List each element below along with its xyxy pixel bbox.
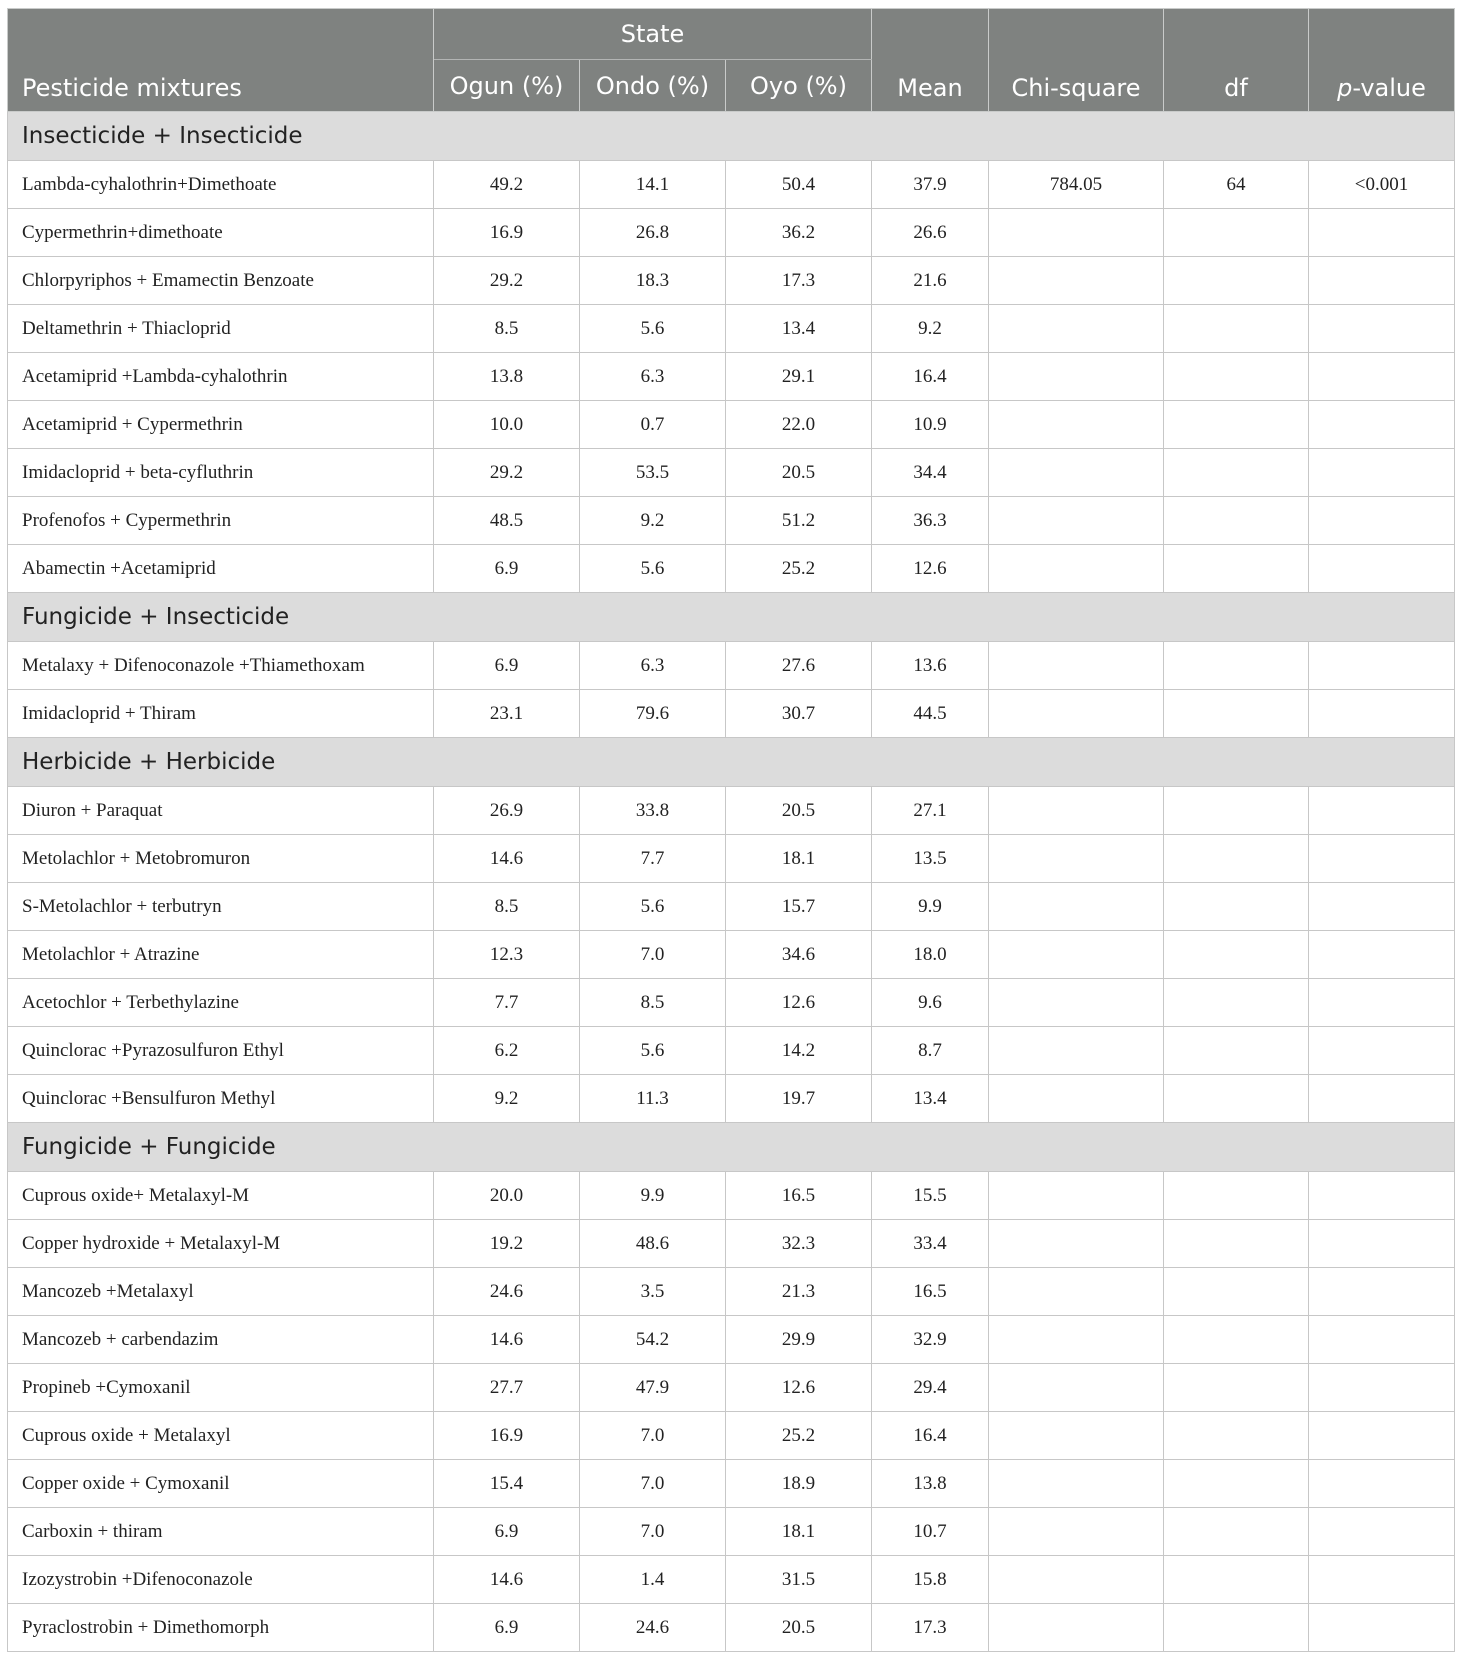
cell-df bbox=[1164, 883, 1309, 931]
cell-p-value bbox=[1309, 931, 1455, 979]
cell-mixture-name: Diuron + Paraquat bbox=[8, 787, 434, 835]
cell-p-value bbox=[1309, 835, 1455, 883]
cell-mean: 15.8 bbox=[872, 1556, 989, 1604]
cell-ondo: 5.6 bbox=[580, 1027, 726, 1075]
cell-mean: 13.6 bbox=[872, 642, 989, 690]
header-p-italic: p bbox=[1337, 74, 1353, 102]
cell-df: 64 bbox=[1164, 161, 1309, 209]
table-row bbox=[8, 449, 1455, 497]
cell-df bbox=[1164, 690, 1309, 738]
cell-ondo: 7.0 bbox=[580, 1508, 726, 1556]
cell-chi-square bbox=[989, 1027, 1164, 1075]
table-row bbox=[8, 545, 1455, 593]
cell-mixture-name: Mancozeb +Metalaxyl bbox=[8, 1268, 434, 1316]
cell-chi-square bbox=[989, 1316, 1164, 1364]
cell-mean: 44.5 bbox=[872, 690, 989, 738]
cell-mixture-name: Propineb +Cymoxanil bbox=[8, 1364, 434, 1412]
cell-mean: 10.9 bbox=[872, 401, 989, 449]
cell-df bbox=[1164, 979, 1309, 1027]
cell-ogun: 8.5 bbox=[434, 883, 580, 931]
cell-chi-square bbox=[989, 257, 1164, 305]
cell-chi-square bbox=[989, 642, 1164, 690]
cell-chi-square bbox=[989, 1460, 1164, 1508]
cell-oyo: 27.6 bbox=[726, 642, 872, 690]
cell-ondo: 33.8 bbox=[580, 787, 726, 835]
cell-p-value bbox=[1309, 1172, 1455, 1220]
cell-mixture-name: Copper hydroxide + Metalaxyl-M bbox=[8, 1220, 434, 1268]
cell-chi-square bbox=[989, 979, 1164, 1027]
cell-mean: 26.6 bbox=[872, 209, 989, 257]
table-row bbox=[8, 1220, 1455, 1268]
cell-ogun: 7.7 bbox=[434, 979, 580, 1027]
cell-mixture-name: Izozystrobin +Difenoconazole bbox=[8, 1556, 434, 1604]
cell-mean: 27.1 bbox=[872, 787, 989, 835]
table-row bbox=[8, 161, 1455, 209]
cell-ogun: 14.6 bbox=[434, 1556, 580, 1604]
cell-mean: 9.9 bbox=[872, 883, 989, 931]
cell-chi-square bbox=[989, 690, 1164, 738]
cell-df bbox=[1164, 257, 1309, 305]
cell-ogun: 14.6 bbox=[434, 1316, 580, 1364]
cell-chi-square bbox=[989, 931, 1164, 979]
cell-mixture-name: Cuprous oxide + Metalaxyl bbox=[8, 1412, 434, 1460]
group-row bbox=[8, 738, 1455, 787]
cell-mixture-name: Cuprous oxide+ Metalaxyl-M bbox=[8, 1172, 434, 1220]
cell-df bbox=[1164, 545, 1309, 593]
cell-ondo: 26.8 bbox=[580, 209, 726, 257]
cell-chi-square: 784.05 bbox=[989, 161, 1164, 209]
cell-ogun: 29.2 bbox=[434, 449, 580, 497]
cell-mixture-name: Metalaxy + Difenoconazole +Thiamethoxam bbox=[8, 642, 434, 690]
cell-p-value bbox=[1309, 545, 1455, 593]
cell-oyo: 18.9 bbox=[726, 1460, 872, 1508]
cell-ondo: 9.2 bbox=[580, 497, 726, 545]
cell-mean: 10.7 bbox=[872, 1508, 989, 1556]
cell-oyo: 18.1 bbox=[726, 835, 872, 883]
table-row bbox=[8, 931, 1455, 979]
cell-chi-square bbox=[989, 1556, 1164, 1604]
cell-ondo: 24.6 bbox=[580, 1604, 726, 1652]
cell-df bbox=[1164, 1508, 1309, 1556]
cell-df bbox=[1164, 1075, 1309, 1123]
cell-p-value bbox=[1309, 1604, 1455, 1652]
cell-mixture-name: Acetochlor + Terbethylazine bbox=[8, 979, 434, 1027]
cell-mixture-name: Cypermethrin+dimethoate bbox=[8, 209, 434, 257]
cell-p-value bbox=[1309, 209, 1455, 257]
cell-mean: 36.3 bbox=[872, 497, 989, 545]
cell-oyo: 22.0 bbox=[726, 401, 872, 449]
cell-df bbox=[1164, 497, 1309, 545]
cell-mixture-name: Mancozeb + carbendazim bbox=[8, 1316, 434, 1364]
cell-ondo: 79.6 bbox=[580, 690, 726, 738]
table-row bbox=[8, 1172, 1455, 1220]
cell-oyo: 30.7 bbox=[726, 690, 872, 738]
cell-p-value bbox=[1309, 1364, 1455, 1412]
cell-p-value bbox=[1309, 1027, 1455, 1075]
cell-chi-square bbox=[989, 545, 1164, 593]
cell-oyo: 32.3 bbox=[726, 1220, 872, 1268]
cell-mean: 34.4 bbox=[872, 449, 989, 497]
cell-ondo: 7.0 bbox=[580, 1412, 726, 1460]
table-row bbox=[8, 1556, 1455, 1604]
cell-mixture-name: Lambda-cyhalothrin+Dimethoate bbox=[8, 161, 434, 209]
cell-p-value bbox=[1309, 690, 1455, 738]
cell-oyo: 31.5 bbox=[726, 1556, 872, 1604]
cell-ogun: 6.9 bbox=[434, 1508, 580, 1556]
cell-df bbox=[1164, 353, 1309, 401]
table-row bbox=[8, 1412, 1455, 1460]
cell-mean: 32.9 bbox=[872, 1316, 989, 1364]
cell-df bbox=[1164, 449, 1309, 497]
cell-df bbox=[1164, 931, 1309, 979]
cell-mixture-name: Metolachlor + Metobromuron bbox=[8, 835, 434, 883]
cell-df bbox=[1164, 305, 1309, 353]
table-container bbox=[7, 8, 1454, 1652]
cell-df bbox=[1164, 1364, 1309, 1412]
cell-p-value bbox=[1309, 257, 1455, 305]
cell-mixture-name: Quinclorac +Pyrazosulfuron Ethyl bbox=[8, 1027, 434, 1075]
cell-oyo: 17.3 bbox=[726, 257, 872, 305]
cell-mixture-name: Copper oxide + Cymoxanil bbox=[8, 1460, 434, 1508]
cell-ondo: 6.3 bbox=[580, 353, 726, 401]
cell-df bbox=[1164, 1460, 1309, 1508]
group-title: Fungicide + Insecticide bbox=[8, 593, 1455, 642]
table-row bbox=[8, 979, 1455, 1027]
header-state: State bbox=[434, 9, 872, 60]
cell-ogun: 9.2 bbox=[434, 1075, 580, 1123]
cell-ogun: 29.2 bbox=[434, 257, 580, 305]
cell-df bbox=[1164, 209, 1309, 257]
cell-p-value bbox=[1309, 401, 1455, 449]
pesticide-table bbox=[7, 8, 1455, 1652]
cell-ogun: 19.2 bbox=[434, 1220, 580, 1268]
cell-p-value bbox=[1309, 497, 1455, 545]
group-title: Fungicide + Fungicide bbox=[8, 1123, 1455, 1172]
cell-df bbox=[1164, 1316, 1309, 1364]
cell-ondo: 8.5 bbox=[580, 979, 726, 1027]
cell-ogun: 13.8 bbox=[434, 353, 580, 401]
cell-df bbox=[1164, 1604, 1309, 1652]
table-row bbox=[8, 1508, 1455, 1556]
cell-mixture-name: Acetamiprid +Lambda-cyhalothrin bbox=[8, 353, 434, 401]
cell-oyo: 34.6 bbox=[726, 931, 872, 979]
cell-ogun: 23.1 bbox=[434, 690, 580, 738]
cell-mixture-name: Imidacloprid + beta-cyfluthrin bbox=[8, 449, 434, 497]
cell-oyo: 29.1 bbox=[726, 353, 872, 401]
cell-ondo: 48.6 bbox=[580, 1220, 726, 1268]
cell-mean: 33.4 bbox=[872, 1220, 989, 1268]
cell-chi-square bbox=[989, 1604, 1164, 1652]
cell-df bbox=[1164, 787, 1309, 835]
cell-mean: 13.4 bbox=[872, 1075, 989, 1123]
cell-ondo: 5.6 bbox=[580, 545, 726, 593]
cell-mean: 17.3 bbox=[872, 1604, 989, 1652]
cell-ogun: 20.0 bbox=[434, 1172, 580, 1220]
cell-p-value bbox=[1309, 1556, 1455, 1604]
cell-mixture-name: Quinclorac +Bensulfuron Methyl bbox=[8, 1075, 434, 1123]
table-row bbox=[8, 401, 1455, 449]
table-row bbox=[8, 305, 1455, 353]
cell-p-value bbox=[1309, 1075, 1455, 1123]
cell-mean: 13.8 bbox=[872, 1460, 989, 1508]
cell-chi-square bbox=[989, 787, 1164, 835]
header-ogun: Ogun (%) bbox=[434, 60, 580, 112]
cell-df bbox=[1164, 1412, 1309, 1460]
cell-oyo: 12.6 bbox=[726, 1364, 872, 1412]
cell-ondo: 3.5 bbox=[580, 1268, 726, 1316]
cell-p-value bbox=[1309, 1268, 1455, 1316]
cell-ogun: 26.9 bbox=[434, 787, 580, 835]
cell-mean: 13.5 bbox=[872, 835, 989, 883]
cell-ondo: 6.3 bbox=[580, 642, 726, 690]
cell-ondo: 14.1 bbox=[580, 161, 726, 209]
cell-ogun: 12.3 bbox=[434, 931, 580, 979]
cell-chi-square bbox=[989, 1172, 1164, 1220]
table-row bbox=[8, 1460, 1455, 1508]
cell-chi-square bbox=[989, 883, 1164, 931]
cell-ondo: 7.0 bbox=[580, 1460, 726, 1508]
header-df: df bbox=[1164, 9, 1309, 112]
cell-ondo: 54.2 bbox=[580, 1316, 726, 1364]
header-oyo: Oyo (%) bbox=[726, 60, 872, 112]
table-row bbox=[8, 787, 1455, 835]
cell-ogun: 6.9 bbox=[434, 545, 580, 593]
cell-ondo: 7.7 bbox=[580, 835, 726, 883]
cell-chi-square bbox=[989, 353, 1164, 401]
cell-oyo: 20.5 bbox=[726, 1604, 872, 1652]
cell-ogun: 49.2 bbox=[434, 161, 580, 209]
group-title: Herbicide + Herbicide bbox=[8, 738, 1455, 787]
cell-chi-square bbox=[989, 209, 1164, 257]
cell-oyo: 13.4 bbox=[726, 305, 872, 353]
cell-p-value bbox=[1309, 787, 1455, 835]
cell-p-value bbox=[1309, 1316, 1455, 1364]
cell-mean: 16.4 bbox=[872, 353, 989, 401]
cell-mean: 37.9 bbox=[872, 161, 989, 209]
cell-df bbox=[1164, 835, 1309, 883]
cell-oyo: 18.1 bbox=[726, 1508, 872, 1556]
group-row bbox=[8, 593, 1455, 642]
header-pesticide-mixtures: Pesticide mixtures bbox=[8, 9, 434, 112]
cell-chi-square bbox=[989, 1268, 1164, 1316]
header-chi-square: Chi-square bbox=[989, 9, 1164, 112]
table-row bbox=[8, 642, 1455, 690]
cell-df bbox=[1164, 1027, 1309, 1075]
cell-ondo: 18.3 bbox=[580, 257, 726, 305]
cell-mean: 21.6 bbox=[872, 257, 989, 305]
table-row bbox=[8, 353, 1455, 401]
cell-mixture-name: Imidacloprid + Thiram bbox=[8, 690, 434, 738]
cell-oyo: 36.2 bbox=[726, 209, 872, 257]
header-ondo: Ondo (%) bbox=[580, 60, 726, 112]
cell-p-value bbox=[1309, 1460, 1455, 1508]
cell-ondo: 5.6 bbox=[580, 883, 726, 931]
table-row bbox=[8, 835, 1455, 883]
table-body bbox=[8, 112, 1455, 1652]
header-p-suffix: -value bbox=[1352, 74, 1426, 102]
cell-p-value: <0.001 bbox=[1309, 161, 1455, 209]
cell-df bbox=[1164, 642, 1309, 690]
group-title: Insecticide + Insecticide bbox=[8, 112, 1455, 161]
cell-ogun: 8.5 bbox=[434, 305, 580, 353]
cell-oyo: 15.7 bbox=[726, 883, 872, 931]
cell-chi-square bbox=[989, 449, 1164, 497]
cell-ondo: 11.3 bbox=[580, 1075, 726, 1123]
cell-ondo: 9.9 bbox=[580, 1172, 726, 1220]
cell-mixture-name: S-Metolachlor + terbutryn bbox=[8, 883, 434, 931]
cell-oyo: 16.5 bbox=[726, 1172, 872, 1220]
cell-mixture-name: Metolachlor + Atrazine bbox=[8, 931, 434, 979]
table-row bbox=[8, 497, 1455, 545]
cell-chi-square bbox=[989, 1075, 1164, 1123]
cell-df bbox=[1164, 1220, 1309, 1268]
cell-mixture-name: Abamectin +Acetamiprid bbox=[8, 545, 434, 593]
cell-df bbox=[1164, 1268, 1309, 1316]
cell-chi-square bbox=[989, 835, 1164, 883]
cell-p-value bbox=[1309, 449, 1455, 497]
cell-ogun: 14.6 bbox=[434, 835, 580, 883]
cell-oyo: 12.6 bbox=[726, 979, 872, 1027]
cell-chi-square bbox=[989, 1364, 1164, 1412]
cell-mean: 29.4 bbox=[872, 1364, 989, 1412]
cell-mixture-name: Acetamiprid + Cypermethrin bbox=[8, 401, 434, 449]
cell-ogun: 27.7 bbox=[434, 1364, 580, 1412]
cell-oyo: 25.2 bbox=[726, 545, 872, 593]
cell-oyo: 51.2 bbox=[726, 497, 872, 545]
cell-ogun: 16.9 bbox=[434, 209, 580, 257]
table-row bbox=[8, 1604, 1455, 1652]
cell-oyo: 29.9 bbox=[726, 1316, 872, 1364]
cell-ondo: 5.6 bbox=[580, 305, 726, 353]
cell-p-value bbox=[1309, 305, 1455, 353]
cell-ondo: 1.4 bbox=[580, 1556, 726, 1604]
cell-oyo: 20.5 bbox=[726, 449, 872, 497]
cell-oyo: 21.3 bbox=[726, 1268, 872, 1316]
table-row bbox=[8, 1075, 1455, 1123]
cell-p-value bbox=[1309, 883, 1455, 931]
cell-ondo: 53.5 bbox=[580, 449, 726, 497]
table-row bbox=[8, 1027, 1455, 1075]
cell-df bbox=[1164, 1172, 1309, 1220]
cell-ogun: 15.4 bbox=[434, 1460, 580, 1508]
cell-ogun: 24.6 bbox=[434, 1268, 580, 1316]
cell-p-value bbox=[1309, 1412, 1455, 1460]
group-row bbox=[8, 112, 1455, 161]
cell-ogun: 6.9 bbox=[434, 1604, 580, 1652]
cell-chi-square bbox=[989, 497, 1164, 545]
header-mean: Mean bbox=[872, 9, 989, 112]
cell-chi-square bbox=[989, 305, 1164, 353]
table-row bbox=[8, 690, 1455, 738]
cell-ogun: 48.5 bbox=[434, 497, 580, 545]
cell-mean: 16.4 bbox=[872, 1412, 989, 1460]
cell-ogun: 6.2 bbox=[434, 1027, 580, 1075]
cell-mixture-name: Carboxin + thiram bbox=[8, 1508, 434, 1556]
cell-ondo: 47.9 bbox=[580, 1364, 726, 1412]
table-row bbox=[8, 883, 1455, 931]
header-p-value bbox=[1309, 9, 1455, 112]
cell-p-value bbox=[1309, 1220, 1455, 1268]
cell-p-value bbox=[1309, 642, 1455, 690]
cell-oyo: 25.2 bbox=[726, 1412, 872, 1460]
table-row bbox=[8, 257, 1455, 305]
cell-mean: 12.6 bbox=[872, 545, 989, 593]
cell-chi-square bbox=[989, 1508, 1164, 1556]
cell-oyo: 20.5 bbox=[726, 787, 872, 835]
cell-oyo: 19.7 bbox=[726, 1075, 872, 1123]
table-row bbox=[8, 1364, 1455, 1412]
table-row bbox=[8, 209, 1455, 257]
cell-p-value bbox=[1309, 1508, 1455, 1556]
cell-ondo: 7.0 bbox=[580, 931, 726, 979]
cell-df bbox=[1164, 1556, 1309, 1604]
table-row bbox=[8, 1316, 1455, 1364]
cell-chi-square bbox=[989, 401, 1164, 449]
cell-ogun: 16.9 bbox=[434, 1412, 580, 1460]
cell-mean: 8.7 bbox=[872, 1027, 989, 1075]
cell-oyo: 50.4 bbox=[726, 161, 872, 209]
cell-oyo: 14.2 bbox=[726, 1027, 872, 1075]
cell-ogun: 6.9 bbox=[434, 642, 580, 690]
cell-ondo: 0.7 bbox=[580, 401, 726, 449]
cell-mean: 9.6 bbox=[872, 979, 989, 1027]
cell-chi-square bbox=[989, 1412, 1164, 1460]
cell-chi-square bbox=[989, 1220, 1164, 1268]
cell-mean: 9.2 bbox=[872, 305, 989, 353]
cell-mixture-name: Chlorpyriphos + Emamectin Benzoate bbox=[8, 257, 434, 305]
cell-df bbox=[1164, 401, 1309, 449]
cell-p-value bbox=[1309, 353, 1455, 401]
group-row bbox=[8, 1123, 1455, 1172]
cell-mixture-name: Profenofos + Cypermethrin bbox=[8, 497, 434, 545]
table-row bbox=[8, 1268, 1455, 1316]
cell-mean: 18.0 bbox=[872, 931, 989, 979]
table-header bbox=[8, 9, 1455, 112]
cell-ogun: 10.0 bbox=[434, 401, 580, 449]
cell-mixture-name: Pyraclostrobin + Dimethomorph bbox=[8, 1604, 434, 1652]
cell-mean: 16.5 bbox=[872, 1268, 989, 1316]
cell-mean: 15.5 bbox=[872, 1172, 989, 1220]
cell-mixture-name: Deltamethrin + Thiacloprid bbox=[8, 305, 434, 353]
cell-p-value bbox=[1309, 979, 1455, 1027]
